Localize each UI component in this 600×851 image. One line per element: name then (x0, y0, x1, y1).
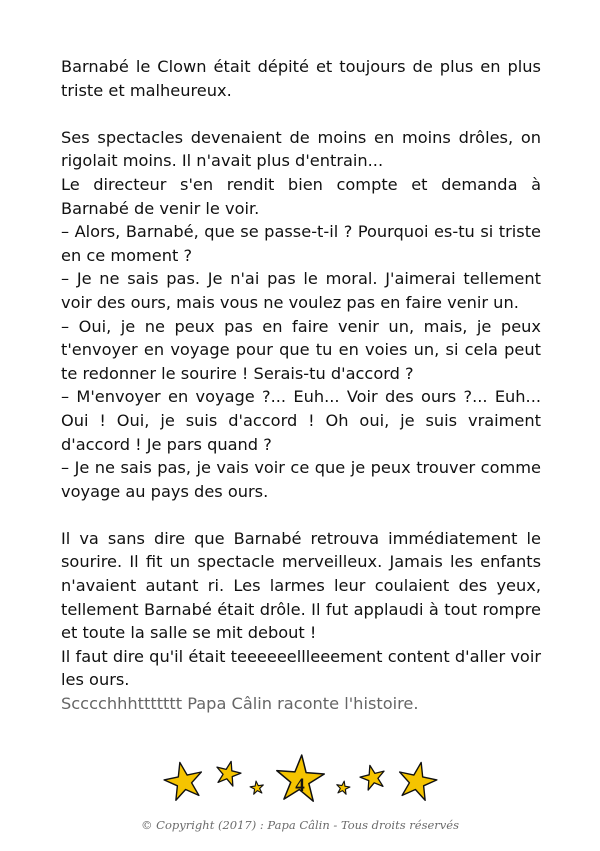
star-icon (161, 758, 206, 801)
paragraph-gap (61, 503, 541, 527)
paragraph-gap (61, 102, 541, 126)
story-closing-line: Scccchhhttttttt Papa Câlin raconte l'histoire. (61, 694, 419, 714)
story-paragraph: Il faut dire qu'il était teeeeeellleeement content d'aller voir les ours. (61, 646, 541, 690)
dialogue-line: – Je ne sais pas. Je n'ai pas le moral. J'aimerai tellement voir des ours, mais vous ne voulez pas en faire venir un. (61, 269, 541, 312)
copyright-notice: © Copyright (2017) : Papa Câlin - Tous droits réservés (141, 818, 459, 832)
star-icon (213, 758, 243, 787)
star-icon (249, 780, 264, 794)
dialogue-line: – Je ne sais pas, je vais voir ce que je peux trouver comme voyage au pays des ours. (61, 458, 541, 501)
dialogue-line: – Alors, Barnabé, que se passe-t-il ? Pourquoi es-tu si triste en ce moment ? (61, 222, 541, 265)
story-paragraph: Ses spectacles devenaient de moins en moins drôles, on rigolait moins. Il n'avait plus d'entrain... (61, 127, 541, 171)
dialogue-line: – M'envoyer en voyage ?... Euh... Voir des ours ?... Euh... Oui ! Oui, je suis d'accord ! Oh oui, je suis vraiment d'accord ! Je pars quand ? (61, 387, 541, 454)
star-icon (335, 780, 350, 795)
dialogue-line: – Oui, je ne peux pas en faire venir un, mais, je peux t'envoyer en voyage pour que tu en voies un, si cela peut te redonner le sourire ! Serais-tu d'accord ? (61, 316, 541, 383)
star-icon (395, 758, 440, 801)
story-text (61, 55, 541, 716)
story-paragraph: Le directeur s'en rendit bien compte et demanda à Barnabé de venir le voir. (61, 174, 541, 218)
page-number: 4 (295, 775, 305, 796)
story-paragraph: Il va sans dire que Barnabé retrouva immédiatement le sourire. Il fit un spectacle merveilleux. Jamais les enfants n'avaient autant ri. Les larmes leur coulaient des yeux, tellement Barnabé était drôle. Il fut applaudi à tout rompre et toute la salle se mit debout ! (61, 528, 541, 643)
story-paragraph: Barnabé le Clown était dépité et toujours de plus en plus triste et malheureux. (61, 57, 541, 100)
star-icon (358, 762, 388, 791)
star-page-ornament (0, 752, 600, 812)
